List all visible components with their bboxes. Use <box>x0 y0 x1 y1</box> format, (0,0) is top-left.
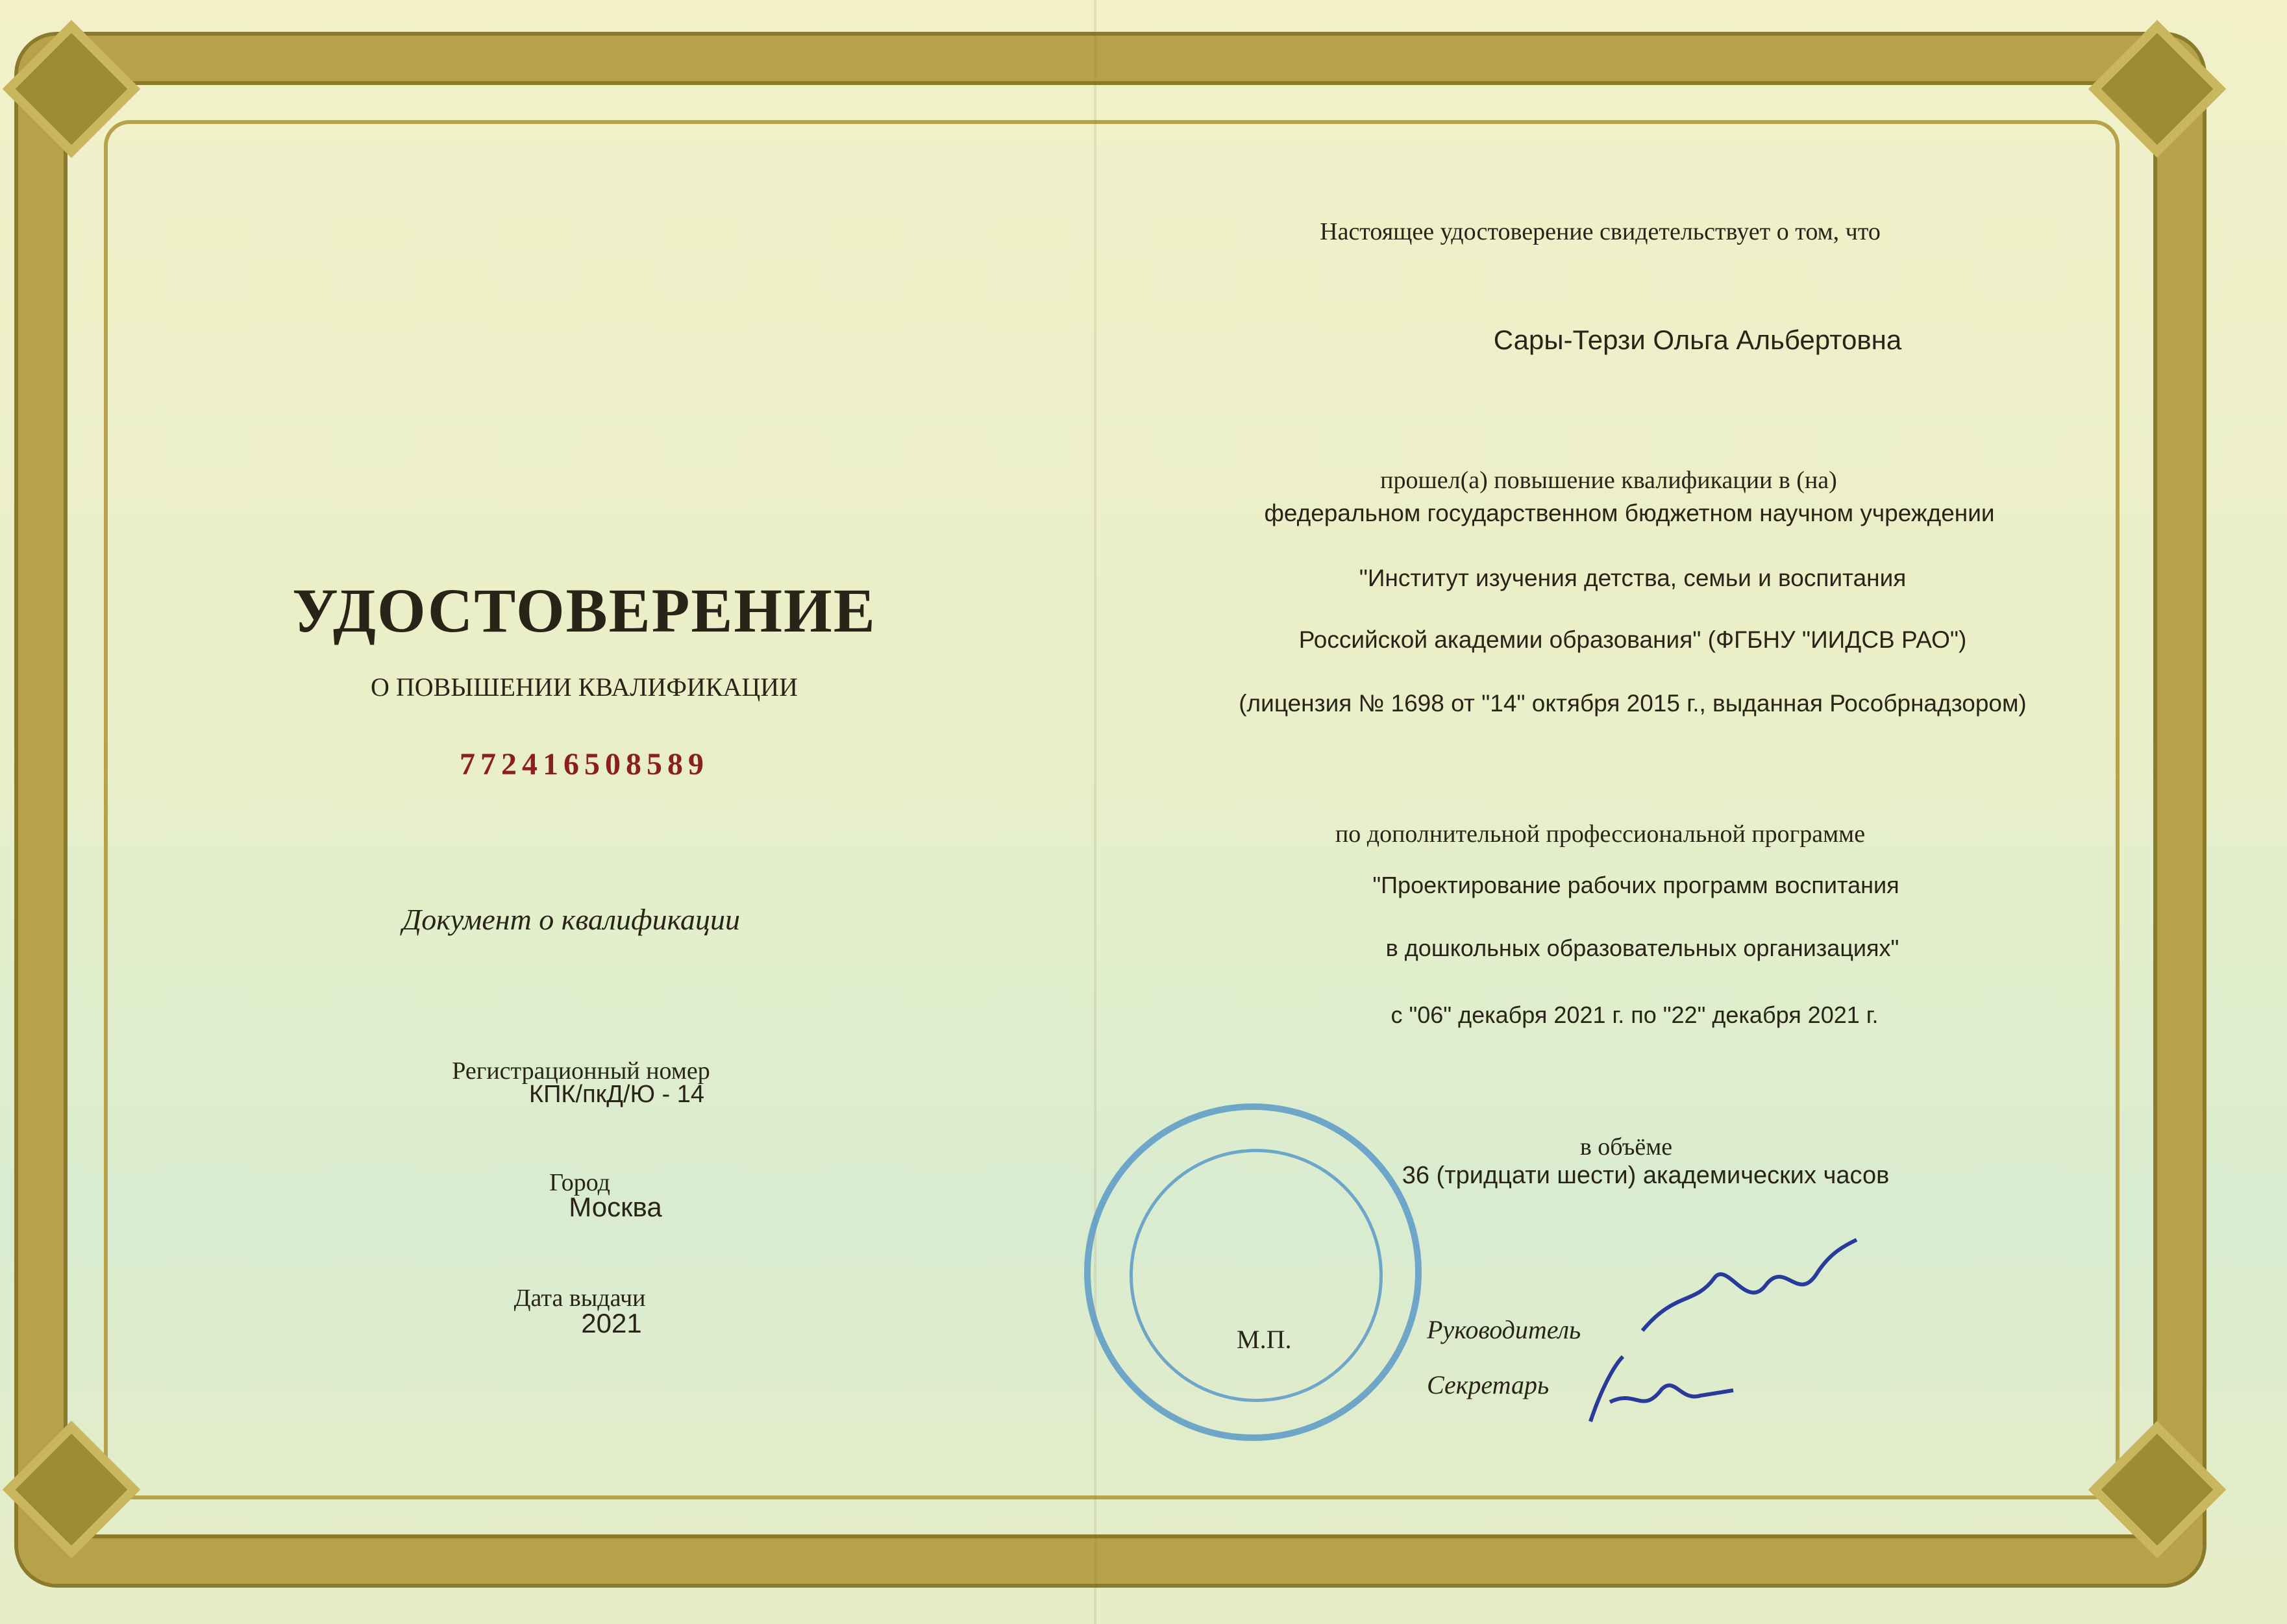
center-fold <box>1094 0 1096 1624</box>
secretary-signature-label: Секретарь <box>1427 1370 1550 1399</box>
doc-type: Документ о квалификации <box>402 903 741 936</box>
org-line-1: федеральном государственном бюджетном научном учреждении <box>1264 500 1995 526</box>
doc-title: УДОСТОВЕРЕНИЕ <box>292 576 876 645</box>
passed-text: прошел(а) повышение квалификации в (на) <box>1380 467 1837 494</box>
program-line-1: "Проектирование рабочих программ воспитания <box>1372 872 1899 898</box>
reg-number-label: Регистрационный номер <box>452 1057 710 1085</box>
license-text: (лицензия № 1698 от "14" октября 2015 г., выданная Рособрнадзором) <box>1239 690 2027 717</box>
program-line-2: в дошкольных образовательных организациях" <box>1385 935 1899 961</box>
intro-text: Настоящее удостоверение свидетельствует о том, что <box>1320 218 1881 245</box>
serial-number: 772416508589 <box>460 747 709 781</box>
org-line-2: "Институт изучения детства, семьи и воспитания <box>1359 565 1907 591</box>
issue-date-label: Дата выдачи <box>513 1285 646 1312</box>
reg-number-value: КПК/пкД/Ю - 14 <box>528 1081 705 1108</box>
seal-place-label: М.П. <box>1237 1325 1292 1354</box>
volume-value: 36 (тридцати шести) академических часов <box>1402 1162 1890 1189</box>
org-line-3: Российской академии образования" (ФГБНУ "ИИДСВ РАО") <box>1298 626 1967 653</box>
program-label: по дополнительной профессиональной программе <box>1335 820 1866 848</box>
head-signature-label: Руководитель <box>1427 1315 1581 1344</box>
head-signature <box>1636 1233 1883 1350</box>
study-dates: с "06" декабря 2021 г. по "22" декабря 2021 г. <box>1391 1002 1879 1028</box>
city-label: Город <box>549 1169 610 1196</box>
city-value: Москва <box>569 1192 662 1222</box>
official-seal-stamp <box>1084 1103 1422 1441</box>
volume-label: в объёме <box>1579 1133 1673 1161</box>
recipient-name: Сары-Терзи Ольга Альбертовна <box>1493 325 1902 355</box>
doc-subtitle: О ПОВЫШЕНИИ КВАЛИФИКАЦИИ <box>370 672 798 702</box>
issue-date-value: 2021 <box>581 1308 642 1338</box>
secretary-signature <box>1577 1344 1746 1441</box>
